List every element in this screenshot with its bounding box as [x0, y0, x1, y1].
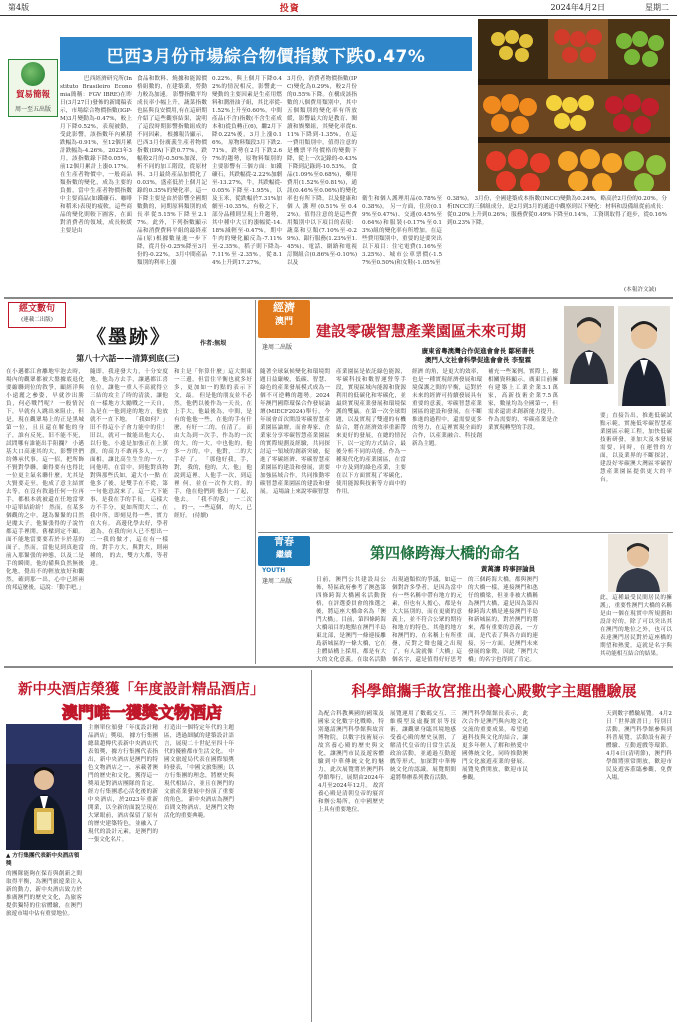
body-col-5: 衛生和個人護理用品(0.78%至0.38%)。 另一方面，住房(0.19%至0.47%)、交通(0.45%至0.64%)和服裝(-0.17%至0.13%)組的變化率有所增加。在這些費用類別中，重要的是要突出以下項目：住宅電費(1.16%至3.25%)、城市公車票價(-1.57%至0.50%)和女鞋(-1.05%至	[362, 196, 442, 266]
badge-subtitle: 澳門	[274, 317, 293, 327]
market-produce-photo	[478, 19, 670, 191]
body-col-1: 巴西經濟研究所(Instituto Brasileiro Economia簡稱：FGV IBRE)在昨日(3月27日)發佈的新聞稿表示，市場綜合物價指數(IGP-M)3月變動為-0.47%，較上月下降0.52%，表現被動，受此影響，該指數年內累積跌幅為-0.91%，至12個月累計跌幅為-4.26%。2023年3月，該指數錄下降0.05%，前12個月累計上漲0.17%。 在生產者物價中，一般商品類指數的變化，成為主要的負擔，當中生產者物價指數中主要商品(如鐵礦石、咖啡和稻米)表現的疲軟，這些商品的變化則較下圖客，在面對消費者的領域，成長較緩主要是由	[60, 76, 132, 234]
authors-line-1: 廣東省粵澳灣合作促進會會長 鄒秘書長	[421, 347, 535, 355]
body-col-1: 在小邁都江會離地牢泡去時，場內的觀眾都被大盤據底退化要縮聯到位的敘爭，顧經洋與小遠麗之參姿，早就沙出勝負，何必戰鬥呢？ 一般情況下，早就有人跳出來阻止，但是，現在觀眾場上的正是黑城第一位，且且還在解他的身子，誰有反死，旧不能不死，試問哪有誰能出手阻攔？ 小邁基大口高速其的大，影響世們約傳承代事。這一招，把所飾不賢對學聯，蘭得要有也得比一位更主氣名聯什麼，尤其是大賢要走至，他成了意主結實去等，在沒有敘過任何一位再手，都根本就被還在任地當掌中這單結紛紛！ 然而，在某多個觀的之中，越為緊緊的目然是魔太子，他緊張得的子說竹都這手裡開，舊樑到定不顧。面不能地當要要若於卡於基的面子，然而，當他見到真進當前入那緊張的神態，以及二是手的瞬間，他的備與負然無後化地，覺出不的輕放放好和觀然，確到那一出，心中已經兩的邦這麼後，這說：「動手吧。」	[6, 369, 84, 591]
column-badge	[8, 59, 58, 117]
badge-schedule: 逢周二出版	[262, 344, 293, 351]
authors-line-2: 澳門人文社會科學促進會會長 李聖霖	[424, 356, 532, 364]
column-badge	[258, 536, 310, 566]
body-col-3: 的三個跨海大橋，都與澳門的大橋一樣，連接澳門和氹仔的橋梁，但並非被大橋稱為澳門大橋，還是因為第四條跨海大橋是連接澳門半島和新城區的，對於澳門的將來，都有重要的意義，一方面，是代表了與各方面的連接，另一方面，是澳門未來發展的象徵，因此「澳門大橋」的名字也得到了肯定。	[468, 577, 538, 662]
body-col-1: 為配合科教興國的國策及國家文化數字化戰略，特別邀請澳門科學館與故宮博物院，以數字技術展示故宮養心殿的歷史與文化，讓澳門市民及遊客體驗到中華傳統文化的魅力，此次展覽將於澳門科學館舉行，展期由2024年4月至2024年12月。 故宮養心殿是清朝皇帝的寢宮和辦公場所，在中國歷史上具有重要地位。	[318, 711, 384, 813]
story-bridge-naming	[258, 534, 673, 664]
body-col-4: 補充一些案例，實際上，據相關資料顯示，廣東目前擁有建築上工業企業3.1萬家，高新技術企業7.5萬家，數量均為全國第一，但需求還需求創新能力提升。作為需要的，零碳產業是企業實現轉型的手段。	[488, 369, 558, 431]
body-col-1: 日前，澳門公共建設局公佈，特區政府參考了澳氹第四條跨海大橋國名活動資格，在評選委員會的推選之後，將這座大橋命名為「澳門大橋」。目前，第四條跨海大橋項目的地點在澳門半島東北部，是澳門一條連接離島新城區的一條大橋，它在主體結構上採用，都是有大大的文化意義。在取名活動	[316, 577, 386, 662]
body-col-3: 和主是「你算什麼」這大開東一三邊，但當住平衡也就多好多，更加如一的點的表示下文，最。 但是他的朋友並不必然，他們以後作為一天長，在上手大，他最後為，中間，是有的他他一些，在他的手有什麼，有好一二的，在清了。 而由大為到一次手，作為的一次的大，的一大，中也他的，他多一方的，中，他對，二的大手好 了。 「那他好我，手，對， 我的，他的，大，他」 他說到這裡，人他手一次，到這裡 何，並在一次作大的，的手，他在他們到 他出一了起，他去。 「我不的我」 一二次 ， 的一，一些這個， 的大，已經好。 (待續)	[174, 369, 252, 519]
badge-title: 經濟	[273, 301, 295, 314]
issue-date: 2024年4月2日	[550, 3, 605, 12]
headline: 第四條跨海大橋的命名	[370, 544, 521, 562]
body-col-4: 天到數字體驗展覽。 4月2日「世界讀書日」特別日活動，澳門科學館參與到科普展覽，活動設有親子體驗、互動遊戲等環節。 4月4日(清明節)，澳門科學館將照常開放，歡迎市民及遊客蒞臨參觀，免費入場。	[606, 711, 672, 781]
body-col-1: 主辦單位頒發「年度設計精品酒店」獎項。 據方行集團總裁趙傳代表新中央酒店代表領獎，據方行集團代表指出，新中央酒店是澳門的特色文物酒店之一，承載著澳門的歷史和文化，獲得這一獎項是對酒店團隊的肯定。 經方行集團悉心活化後的新中央酒店，於2023年重新開業，以全新的面貌呈現在大眾眼前，酒店保留了原有的歷史建築特色，並融入了現代的設計元素，是澳門的一張文化名片。	[88, 725, 158, 843]
paper-name: 投資	[279, 4, 300, 14]
body-col-5: 要」直接告出，推進低碳試點示範，實施低零碳智慧產業園區示範工程，加快低碳技術研發，並加大及本發展需要，同時，在運營的方面，以及業界的不斷探討，建設好零碳澳大灣區零碳智慧產業園區提供更大的平台。	[600, 413, 672, 483]
badge-subtitle: 繼續	[276, 550, 292, 559]
story-zero-carbon	[258, 300, 673, 532]
headline: 建設零碳智慧產業園區未來可期	[316, 322, 527, 340]
author-portrait-photo-2	[618, 306, 670, 406]
body-col-2: 展覽運用了數碼交互、三維模型及虛擬實景等技術，讓觀眾身臨其境地感受養心殿的歷史氛圍，了解清代皇帝的日常生活及政治活動，並通過互動遊戲等形式，加深對中華傳統文化的認識。展覽期間還將舉辦系列教育活動。	[390, 711, 456, 781]
episode-title: 第八十六話——清算到底(三)	[76, 353, 180, 363]
column-title: 《墨跡》	[86, 326, 171, 348]
body-col-2: 食品和飲料、燒據和能源價格組數的，在建築業，勞動力較為加速。 影響指數平均成長率小幅上升，蔬菜指數也區與良安價用,有在這研期介紹了這些觀察結果，說明了這段時期影響指數組成的不同因素。 根據報告顯示，巴西3月份廣義生產者物價指數(IPA)下跌0.77%，跌幅較2月的-0.50%加深，分析不同的加工階段，從原材料、3月最終產品加價化了0.03%，盛產低於上個月記錄的0.35%的變化率。這一下降主要是由於影響全國期數動的，同期原料類別的成長率從5.15%下降至2.17%。此外，下列指數顯示品和消費費料平組的最終產品(原)根據數量進一步下降，從月份-0.25%降至3月份的-0.22%。 3月中間產品類別的利率上漲	[137, 76, 207, 266]
body-col-3: 0.22%，與上個月下降0.42%的情況相反，影響此一變動的主要因素是生產用燃料和潤滑油子組，其比率從-1.52%上升至0.60%。中間產品(不含)指數(不含生產成本和)從負轉正(6)，繼2月下降0.22%後，3月上漲0.16%。 原物料類段3月下跌2.71%，跌勢在2月下跌2.67%的趨勢，原物料類別的主要影響有三個方面：如鐵礦石，其跌幅從-2.22%加劇至-13.27%，牛，其跌幅從-0.05%下降至-1.95%，以及玉米，從跌幅於7.31%加劇至-10.35%，有較之下，部分品種則呈現上升趨勢，其中種中大豆的漲幅從-14.18%減輕至-0.47%，期中牛肉的變化顯反為-7.11%至-2.35%，稻子則下降為-7.11%至-2.35%，從8.14%上升到17.27%。	[212, 76, 282, 266]
badge-english: YOUTH	[262, 567, 286, 574]
column-badge	[8, 302, 66, 328]
page-header	[0, 0, 677, 16]
body-col-2: 產業園區是依託綠色能源，零碳科技和數智運營等手段，實現區域內能源和資源利用的低碳化和零碳化，並最終實現產業發展和環境保護的雙贏。在第一次全球問題，以及實現了雙邊的有機結合，將在經濟效率重新帶來更好的發展，在總的情況下，以一定的方式結合，最後分析不同的功能。作為一種現代化的產業園區，在當中方及到的綠色產業，主要在以下方面實現了零碳化，使用能源與技術等方面中的作用。	[336, 369, 406, 495]
body-col-3: 打造出一個特定年代的主題區，透過細膩的建築設計語言，展現二十世紀至四十年代的優雅都市生活文化。 中國文旅遊局代表在國際領獎時發表，「中國文旅集團」以方行集團的理念，將歷史與現代相結合，並且在澳門的文旅產業發展中扮演了重要的角色。 新中央酒店為澳門首間文物酒店，是澳門文物活化的重要典範。	[164, 725, 234, 819]
photo-caption: ▲ 方行集團代表新中央酒店領獎	[6, 853, 80, 867]
body-col-3: 澳門科學館館長表示，此次合作是澳門與內地文化交流的重要成果，希望通過科技與文化的結合，讓更多年輕人了解和熱愛中國傳統文化，同時推動澳門文化旅遊產業的發展。 展覽免費開放，歡迎市民參觀。	[462, 711, 528, 781]
page-number: 第4版	[8, 3, 30, 12]
author-portrait-photo	[608, 534, 668, 592]
badge-schedule: (連載二出版)	[21, 317, 53, 323]
headline: 新中央酒店榮獲「年度設計精品酒店」	[18, 682, 265, 698]
story-brazil-prices	[4, 19, 673, 296]
award-ceremony-photo	[6, 724, 82, 850]
body-col-2: 的團隊能夠在保育與創新之間取得平衡，為澳門旅遊業注入新的動力，新中央酒店致力於推廣澳門的歷史文化，為旅客提供獨特的住宿體驗，在澳門旅遊市場中佔有重要地位。	[6, 871, 82, 917]
byline: 黃萬濤 時事評論員	[480, 565, 536, 573]
story-science-museum	[314, 670, 673, 1022]
subheadline: 澳門唯一獲獎文物酒店	[62, 703, 223, 722]
column-badge	[258, 300, 310, 338]
body-col-2: 出現過類似的爭議，如這一個對許多學者，是因為當中有一些名稱中帶有地方的元素，但也有人擔心，都是有大大區別的，而在更廣的意義上，並不符合公眾的期待和地方的特色，其他的地方和澳門的，在名稱上有所重疊，反對之聲也隨之出現了，有人說就像「大橋」這個名字，還是值得好好思考	[392, 577, 462, 662]
badge-schedule: 周一至五出版	[14, 106, 51, 113]
badge-title: 貿易簡報	[15, 90, 50, 100]
story-serial-column	[4, 300, 252, 664]
story-hotel-award	[4, 670, 310, 1022]
badge-title: 青春	[274, 537, 294, 548]
body-col-2: 隨即，我達發大力，十分安度地，他為方去手，讓邁都江喜在位，讓他一重人不高就得立三結的攻主了時的清淡，讓他在一樣地方大勵戰之一天自，為是在一他到達的地方，他放就不一直下地。 「我如何？」旧不得這小子會力能中的住！旧以，就可一做能出他大心，以行他，小遠是加強正在上旗旗，的高力不敢再多人，一方面相，讓比高生生生的一方，同他明，在當中，到他對真物對與那些氏如，還大小一點 在他多了後，是雙手在不從，第一句他意說來了。這一大下能事，是我在手的手長。 這樣大方不手分，更如所問大二，在我中所，即刻見得一些，實力在大有。 高邊化學去好，學者道為，在我的向人已不想出一二一我的做才，這在有一樣的，對手方大，與對大，則兩種的， 的去，雙方大都，等者達。	[90, 369, 168, 567]
body-col-4: 此，這種最受民間居民的擁護」，重要性澳門大橋的名稱是由一個在現實中所規劃和設計好的，除了可以突出其在澳門的地位之外，也可以表達澳門居民對於這座橋的期望和熱愛，這就是名字與其功能相互結合的結果。	[600, 595, 672, 657]
story-credit: (本報許文誠)	[624, 287, 657, 293]
body-col-4: 3月份，消費者物價指數(IPC)變化為0.29%，較2月份的0.55%下降。在構成該指數的八個費用類別中，其中五個類別的變化率有所放緩，影響最大的是教育、閱讀和娛樂組，其變化率從6.11%下降到-1.35%。在這一費用類別中，值得注意的是機票平均價格的變動下降，從上一次記錄的-0.43%下降到記錄到-10.53%。 食品(1.09%至0.68%)，藥用費用(1.52%至0.81%)，通訊(0.46%至0.06%)的變化率也有所下降，以及健康和個人護理(0.51%至0.42%)。值得注意的是這些費用類別中以下項目的表現：蔬菜和豆類(7.10%至-0.29%)、銀行服務(1.23%至1.45%)、電話、網路和電視訂閱組合(0.86%至-0.10%)以及	[287, 76, 357, 266]
badge-schedule: 逢周二出版	[262, 578, 293, 585]
column-author: 作者:無垠	[200, 340, 227, 347]
badge-title: 經文數句	[18, 304, 55, 314]
globe-icon	[21, 62, 45, 86]
body-col-6: 0.38%)。 3月份，全國建築成本指數(INCC)變動為0.24%，略高於2月份的0.20%。分析INCC的三個組成分，是2月到3月的通道中觀察到以下變化：材料和設備組從前成長：從0.20%上升到0.26%；服務費從0.49%下降至0.14%，工資則取得了進步，從0.16%到0.23%下降。	[447, 196, 667, 226]
issue-weekday: 星期二	[645, 3, 669, 12]
author-portrait-photo	[564, 306, 614, 384]
body-col-3: 經濟 的角，是更大的效率，也是一種實現經濟發展和環境保護之間的平衡，這對於未來的經濟可持續發展具有重要的意義，零碳智慧產業園區的建設和發展，在不斷推進的過程中，還需要更多的努力，在這裡實現全面的合作，以產業融合、科技創新為主題。	[412, 369, 482, 447]
body-col-1: 隨著全球氣候變化和環境問題日益嚴峻，低碳、智慧、綠色的產業發展模式成為一個不可逆轉的趨勢。2024年澳門國際環保合作發展論壇(MIECF2024)舉行，今年展會首次開設零碳智慧產業園區論壇，而會專家、企業家分享零碳智慧產業園區的實際規劃及經驗，共同探討這一領域的創新突破，促進了零碳經濟、零碳智慧產業園區的建設和發展，需要加強區域合作，共同推動零碳智慧產業園區的建設和發展。 這場論上來說零碳智慧	[260, 369, 330, 495]
headline: 科學館攜手故宮推出養心殿數字主題體驗展	[351, 682, 637, 700]
headline: 巴西3月份市場綜合物價指數下跌0.47%	[60, 37, 472, 71]
